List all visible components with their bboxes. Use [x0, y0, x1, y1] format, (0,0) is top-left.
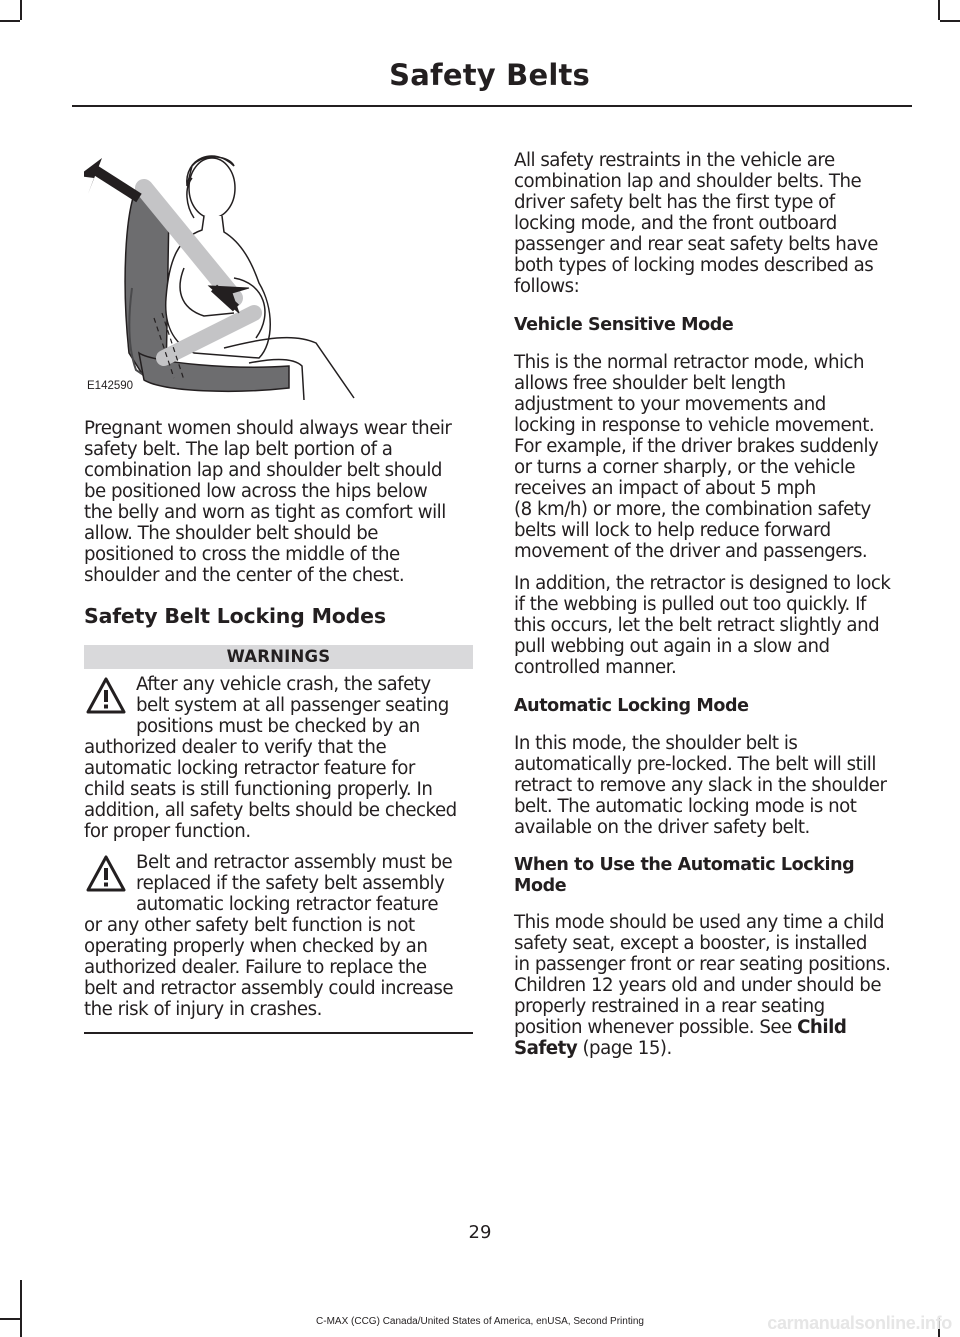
text-line: adjustment to your movements and — [514, 394, 826, 415]
text-line: safety belt. The lap belt portion of a — [84, 439, 393, 460]
retractor-addition-paragraph — [514, 573, 914, 678]
text-line: (8 km/h) or more, the combination safety — [514, 499, 871, 520]
text-line: Pregnant women should always wear their — [84, 418, 452, 439]
text-line — [514, 1017, 914, 1038]
text-line: Belt and retractor assembly must be — [136, 852, 453, 873]
crop-mark — [20, 0, 22, 20]
text-line: For example, if the driver brakes suddenly — [514, 436, 879, 457]
text-line: retract to remove any slack in the shoulder — [514, 775, 887, 796]
text-line: In addition, the retractor is designed to lock — [514, 573, 891, 594]
warnings-end-divider — [84, 1032, 473, 1034]
text-line: this occurs, let the belt retract slightly and — [514, 615, 880, 636]
crop-mark — [940, 20, 960, 22]
vehicle-sensitive-heading: Vehicle Sensitive Mode — [514, 315, 734, 335]
text-line: Children 12 years old and under should be — [514, 975, 882, 996]
text-line: combination lap and shoulder belts. The — [514, 171, 862, 192]
text-line: movement of the driver and passengers. — [514, 541, 868, 562]
text-line: or turns a corner sharply, or the vehicle — [514, 457, 856, 478]
text-line: positioned to cross the middle of the — [84, 544, 400, 565]
pregnant-women-paragraph — [84, 418, 484, 586]
warning-crash-text-indented — [136, 674, 449, 737]
text-line: Mode — [514, 876, 567, 896]
text-line: positions must be checked by an — [136, 716, 420, 737]
warning-retractor-text-indented — [136, 852, 452, 915]
text-line: belts will lock to help reduce forward — [514, 520, 831, 541]
text-line: controlled manner. — [514, 657, 677, 678]
child-safety-link[interactable]: Child — [797, 1017, 847, 1038]
text-line: This mode should be used any time a child — [514, 912, 885, 933]
text-line: the risk of injury in crashes. — [84, 999, 322, 1020]
text-line: receives an impact of about 5 mph — [514, 478, 816, 499]
text-line: combination lap and shoulder belt should — [84, 460, 442, 481]
footer-text: C-MAX (CCG) Canada/United States of America, enUSA, Second Printing — [316, 1316, 644, 1327]
automatic-locking-heading: Automatic Locking Mode — [514, 696, 749, 716]
text-line: both types of locking modes described as — [514, 255, 874, 276]
warning-triangle-icon — [86, 854, 126, 894]
text-line — [514, 1038, 914, 1059]
text-line: addition, all safety belts should be checked — [84, 800, 457, 821]
header-divider — [72, 105, 912, 107]
text-line: properly restrained in a rear seating — [514, 996, 825, 1017]
figure-id: E142590 — [87, 380, 134, 392]
text-line: In this mode, the shoulder belt is — [514, 733, 798, 754]
text-line: allows free shoulder belt length — [514, 373, 786, 394]
warning-retractor-text — [84, 915, 453, 1020]
text-line: authorized dealer. Failure to replace the — [84, 957, 427, 978]
text-line: automatically pre-locked. The belt will still — [514, 754, 876, 775]
watermark: carmanualsonline.info — [767, 1313, 952, 1333]
text-line: All safety restraints in the vehicle are — [514, 150, 835, 171]
text-line: for proper function. — [84, 821, 251, 842]
warning-triangle-icon — [86, 676, 126, 716]
text-line: operating properly when checked by an — [84, 936, 428, 957]
crop-mark — [0, 20, 20, 22]
text-line: passenger and rear seat safety belts have — [514, 234, 878, 255]
crop-mark — [938, 0, 940, 20]
text-line: or any other safety belt function is not — [84, 915, 415, 936]
when-to-use-paragraph — [514, 912, 914, 1059]
restraints-paragraph — [514, 150, 914, 297]
automatic-locking-paragraph — [514, 733, 914, 838]
page-title: Safety Belts — [389, 58, 590, 92]
text-line: allow. The shoulder belt should be — [84, 523, 378, 544]
text-line: When to Use the Automatic Locking — [514, 855, 855, 875]
warning-crash-text — [84, 737, 457, 842]
text-line: safety seat, except a booster, is installed — [514, 933, 867, 954]
text-fragment: position whenever possible. See — [514, 1017, 798, 1038]
text-line: locking in response to vehicle movement. — [514, 415, 875, 436]
text-line: follows: — [514, 276, 580, 297]
page-reference: (page 15). — [577, 1038, 672, 1059]
warnings-header: WARNINGS — [84, 645, 473, 669]
seated-woman-illustration — [84, 148, 374, 406]
text-line: authorized dealer to verify that the — [84, 737, 387, 758]
vehicle-sensitive-paragraph — [514, 352, 914, 562]
text-line: belt and retractor assembly could increase — [84, 978, 454, 999]
text-line: shoulder and the center of the chest. — [84, 565, 405, 586]
text-line: driver safety belt has the first type of — [514, 192, 835, 213]
text-line: available on the driver safety belt. — [514, 817, 810, 838]
child-safety-link[interactable]: Safety — [514, 1038, 578, 1059]
page-number: 29 — [468, 1222, 492, 1243]
text-line: pull webbing out again in a slow and — [514, 636, 830, 657]
text-line: belt. The automatic locking mode is not — [514, 796, 857, 817]
text-line: belt system at all passenger seating — [136, 695, 449, 716]
text-line: automatic locking retractor feature — [136, 894, 439, 915]
text-line: if the webbing is pulled out too quickly. If — [514, 594, 866, 615]
pregnant-woman-belt-illustration — [84, 148, 374, 406]
text-line: automatic locking retractor feature for — [84, 758, 415, 779]
text-line: child seats is still functioning properly. In — [84, 779, 433, 800]
text-line: replaced if the safety belt assembly — [136, 873, 445, 894]
crop-mark — [20, 1280, 22, 1337]
when-to-use-heading — [514, 855, 854, 897]
section-heading: Safety Belt Locking Modes — [84, 604, 386, 628]
text-line: be positioned low across the hips below — [84, 481, 428, 502]
text-line: This is the normal retractor mode, which — [514, 352, 865, 373]
text-line: After any vehicle crash, the safety — [136, 674, 431, 695]
text-line: in passenger front or rear seating positions. — [514, 954, 891, 975]
text-line: the belly and worn as tight as comfort will — [84, 502, 446, 523]
text-line: locking mode, and the front outboard — [514, 213, 837, 234]
